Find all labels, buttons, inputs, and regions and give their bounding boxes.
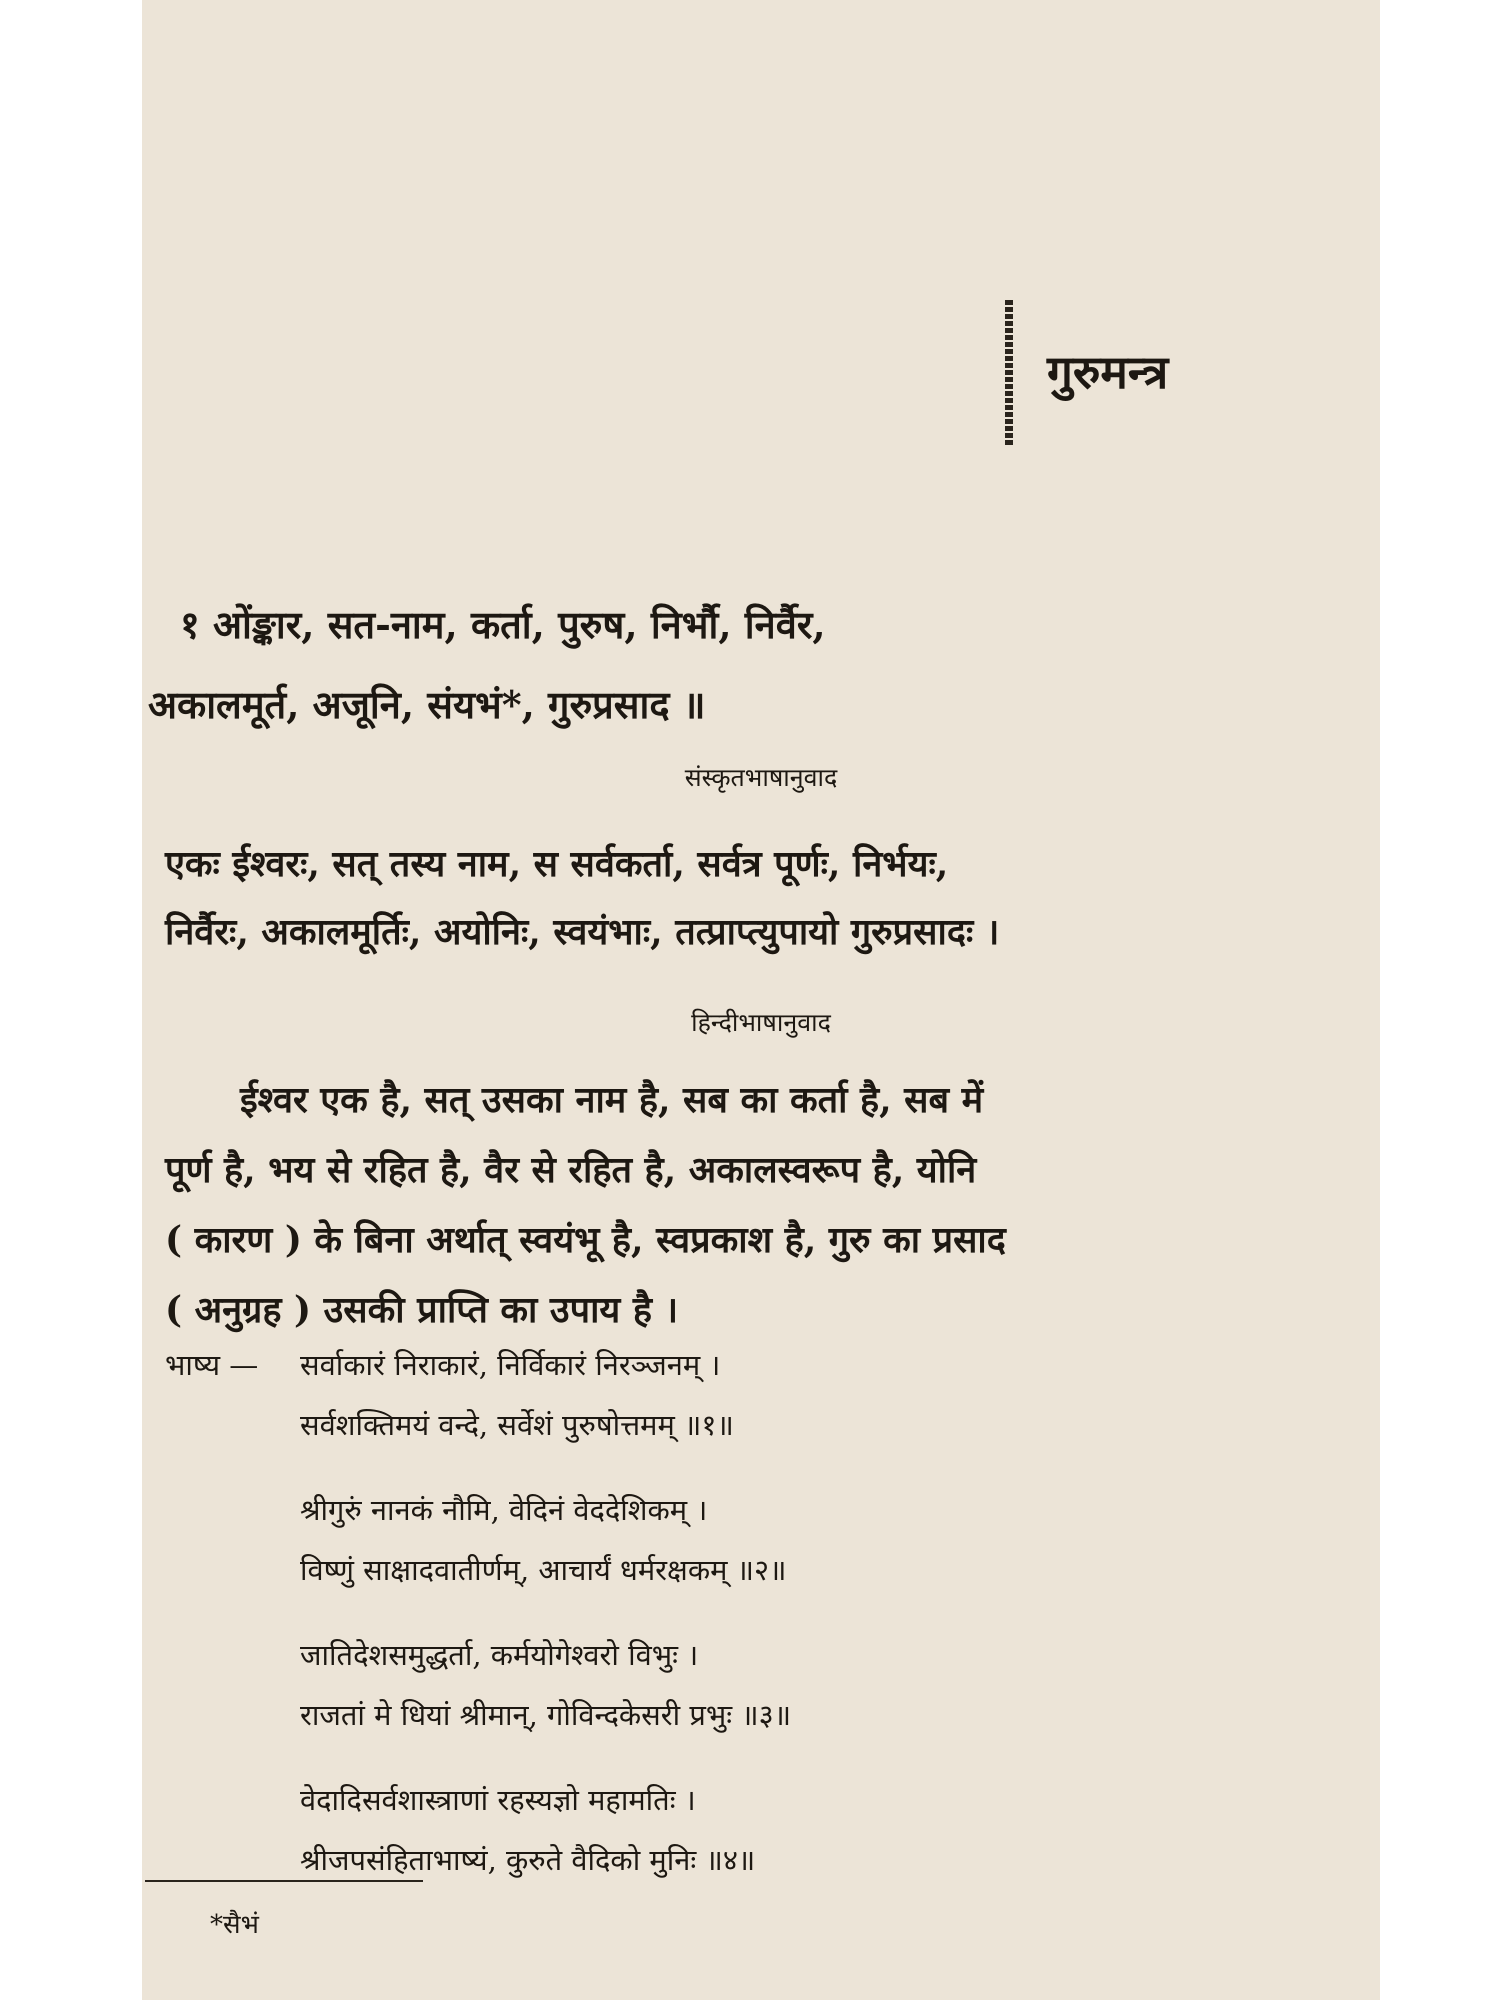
verse-line: श्रीगुरुं नानकं नौमि, वेदिनं वेददेशिकम् । bbox=[300, 1493, 708, 1527]
sanskrit-line-2: निर्वैरः, अकालमूर्तिः, अयोनिः, स्वयंभाः, तत्प्राप्त्युपायो गुरुप्रसादः । bbox=[165, 911, 1000, 953]
footnote-rule bbox=[145, 1880, 423, 1882]
verse-line: श्रीजपसंहिताभाष्यं, कुरुते वैदिको मुनिः ॥४॥ bbox=[300, 1843, 756, 1877]
hindi-line-4: ( अनुग्रह ) उसकी प्राप्ति का उपाय है । bbox=[165, 1289, 679, 1331]
verse-line: राजतां मे धियां श्रीमान्, गोविन्दकेसरी प्रभुः ॥३॥ bbox=[300, 1698, 792, 1732]
verse-line: वेदादिसर्वशास्त्राणां रहस्यज्ञो महामतिः । bbox=[300, 1783, 696, 1817]
sanskrit-heading: संस्कृतभाषानुवाद bbox=[684, 763, 838, 792]
bhashya-label: भाष्य — bbox=[165, 1348, 259, 1382]
page-title: गुरुमन्त्र bbox=[1047, 345, 1169, 399]
hindi-heading: हिन्दीभाषानुवाद bbox=[691, 1008, 831, 1037]
mool-mantra-line-2: अकालमूर्त, अजूनि, संयभं*, गुरुप्रसाद ॥ bbox=[148, 682, 706, 727]
title-decorative-rule bbox=[1005, 300, 1013, 445]
sanskrit-line-1: एकः ईश्वरः, सत् तस्य नाम, स सर्वकर्ता, सर्वत्र पूर्णः, निर्भयः, bbox=[165, 843, 949, 885]
hindi-line-3: ( कारण ) के बिना अर्थात् स्वयंभू है, स्वप्रकाश है, गुरु का प्रसाद bbox=[165, 1219, 1006, 1261]
hindi-line-1: ईश्वर एक है, सत् उसका नाम है, सब का कर्ता है, सब में bbox=[240, 1079, 984, 1121]
verse-line: सर्वाकारं निराकारं, निर्विकारं निरञ्जनम् । bbox=[300, 1348, 721, 1382]
verse-line: विष्णुं साक्षादवातीर्णम्, आचार्यं धर्मरक्षकम् ॥२॥ bbox=[300, 1553, 787, 1587]
sanskrit-translation bbox=[165, 830, 1265, 966]
mool-mantra bbox=[148, 585, 1250, 745]
verse-line: सर्वशक्तिमयं वन्दे, सर्वेशं पुरुषोत्तमम् ॥१॥ bbox=[300, 1408, 734, 1442]
verse-line: जातिदेशसमुद्धर्ता, कर्मयोगेश्वरो विभुः । bbox=[300, 1638, 699, 1672]
footnote: *सैभं bbox=[210, 1910, 259, 1940]
mool-mantra-line-1: १ ओंङ्कार, सत-नाम, कर्ता, पुरुष, निर्भौ, निर्वैर, bbox=[180, 602, 826, 647]
hindi-translation bbox=[165, 1065, 1265, 1345]
hindi-line-2: पूर्ण है, भय से रहित है, वैर से रहित है, अकालस्वरूप है, योनि bbox=[165, 1149, 977, 1191]
